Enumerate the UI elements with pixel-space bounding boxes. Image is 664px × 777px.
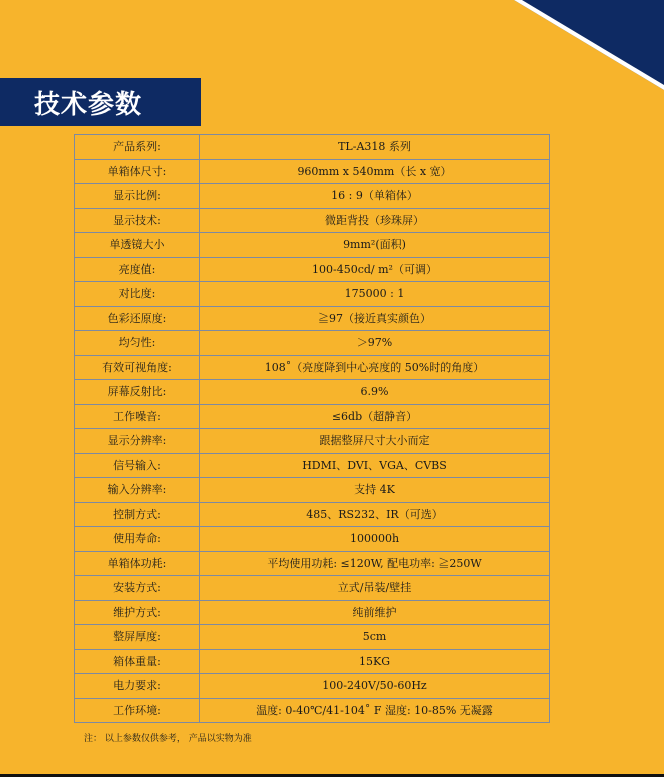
spec-label: 单透镜大小 [75,233,200,258]
spec-value: 平均使用功耗: ≤120W, 配电功率: ≧250W [200,551,550,576]
table-row [75,600,550,625]
spec-label: 使用寿命: [75,527,200,552]
spec-label: 整屏厚度: [75,625,200,650]
table-row [75,404,550,429]
spec-value: 纯前维护 [200,600,550,625]
spec-value: 175000 : 1 [200,282,550,307]
table-row [75,355,550,380]
spec-value: 100000h [200,527,550,552]
spec-value: 支持 4K [200,478,550,503]
section-header [0,78,201,126]
table-row [75,649,550,674]
spec-label: 工作噪音: [75,404,200,429]
spec-value: 微距背投（珍珠屏） [200,208,550,233]
spec-label: 色彩还原度: [75,306,200,331]
spec-label: 均匀性: [75,331,200,356]
table-row [75,429,550,454]
page-title: 技术参数 [34,89,143,120]
table-row [75,159,550,184]
spec-value: 6.9% [200,380,550,405]
spec-label: 工作环境: [75,698,200,723]
spec-label: 产品系列: [75,135,200,160]
table-row [75,184,550,209]
table-row [75,135,550,160]
spec-label: 显示分辨率: [75,429,200,454]
footnote: 注： 以上参数仅供参考， 产品以实物为准 [84,734,252,744]
spec-value: 108˚（亮度降到中心亮度的 50%时的角度） [200,355,550,380]
spec-value: 100-240V/50-60Hz [200,674,550,699]
table-row [75,208,550,233]
table-row [75,453,550,478]
spec-label: 单箱体功耗: [75,551,200,576]
spec-value: 立式/吊装/壁挂 [200,576,550,601]
spec-label: 信号输入: [75,453,200,478]
table-row [75,233,550,258]
spec-value: 485、RS232、IR（可选） [200,502,550,527]
table-row [75,674,550,699]
spec-label: 电力要求: [75,674,200,699]
spec-label: 亮度值: [75,257,200,282]
spec-label: 箱体重量: [75,649,200,674]
spec-value: 9mm²(面积) [200,233,550,258]
spec-value: 跟据整屏尺寸大小而定 [200,429,550,454]
spec-label: 屏幕反射比: [75,380,200,405]
spec-label: 维护方式: [75,600,200,625]
spec-value: ＞97% [200,331,550,356]
table-row [75,551,550,576]
spec-value: TL-A318 系列 [200,135,550,160]
spec-value: HDMI、DVI、VGA、CVBS [200,453,550,478]
table-row [75,306,550,331]
table-row [75,576,550,601]
table-row [75,527,550,552]
spec-value: 100-450cd/ m²（可调） [200,257,550,282]
spec-label: 控制方式: [75,502,200,527]
table-row [75,282,550,307]
spec-label: 显示比例: [75,184,200,209]
table-row [75,478,550,503]
table-row [75,257,550,282]
spec-value: 15KG [200,649,550,674]
table-row [75,625,550,650]
spec-value: 温度: 0-40℃/41-104˚ F 湿度: 10-85% 无凝露 [200,698,550,723]
spec-value: ≧97（接近真实颜色） [200,306,550,331]
table-row [75,331,550,356]
spec-label: 显示技术: [75,208,200,233]
spec-table [74,134,550,723]
spec-label: 对比度: [75,282,200,307]
spec-value: 16 : 9（单箱体） [200,184,550,209]
spec-label: 单箱体尺寸: [75,159,200,184]
spec-label: 有效可视角度: [75,355,200,380]
spec-value: 960mm x 540mm（长 x 宽） [200,159,550,184]
corner-decoration [514,0,664,90]
table-row [75,698,550,723]
table-row [75,502,550,527]
table-row [75,380,550,405]
spec-label: 安装方式: [75,576,200,601]
spec-label: 输入分辨率: [75,478,200,503]
spec-value: ≤6db（超静音） [200,404,550,429]
spec-value: 5cm [200,625,550,650]
